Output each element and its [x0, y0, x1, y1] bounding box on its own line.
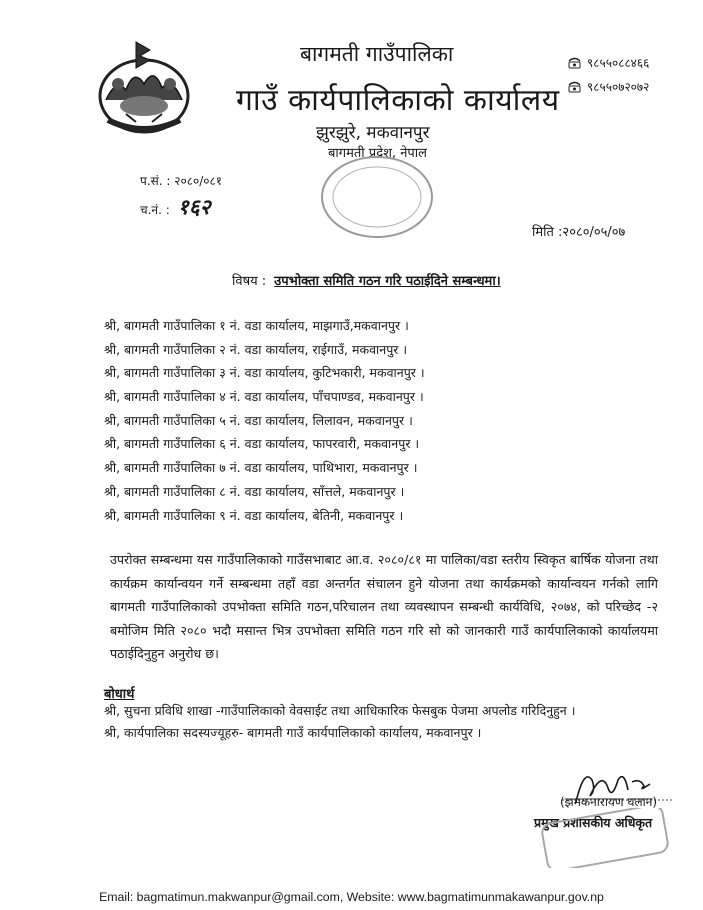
- cc-item: श्री, कार्यपालिका सदस्यज्यूहरु- बागमती गाउँ कार्यपालिकाको कार्यालय, मकवानपुर ।: [104, 725, 482, 740]
- phone-icon: [568, 81, 581, 93]
- office-location: झुरझुरे, मकवानपुर: [316, 123, 430, 143]
- recipient-item: श्री, बागमती गाउँपालिका ९ नं. वडा कार्यालय, बेतिनी, मकवानपुर ।: [104, 507, 404, 523]
- officer-stamp: [540, 808, 670, 868]
- phone-icon: [568, 57, 581, 69]
- chalani-number: १६२: [177, 194, 211, 219]
- recipient-item: श्री, बागमती गाउँपालिका ६ नं. वडा कार्यालय, फापरवारी, मकवानपुर ।: [104, 436, 420, 452]
- municipality-name: बागमती गाउँपालिका: [300, 42, 454, 66]
- phone-number-1: ९८५५०८८४६६: [587, 56, 650, 70]
- patra-sankhya: प.सं. : २०८०/०८१: [140, 174, 222, 188]
- nepal-emblem-logo: [96, 38, 192, 138]
- bodharth-heading: बोधार्थ: [104, 687, 135, 702]
- recipient-list: [104, 314, 425, 527]
- recipient-item: श्री, बागमती गाउँपालिका ७ नं. वडा कार्यालय, पाथिभारा, मकवानपुर ।: [104, 460, 418, 476]
- letter-date: मिति :२०८०/०५/०७: [532, 225, 626, 240]
- chalani-label: च.नं. :: [140, 203, 170, 217]
- cc-item: श्री, सुचना प्रविधि शाखा -गाउँपालिकाको वेवसाईट तथा आधिकारिक फेसबुक पेजमा अपलोड गरिदिनुहुन ।: [104, 703, 576, 718]
- footer-contact: Email: bagmatimun.makwanpur@gmail.com, Website: www.bagmatimunmakawanpur.gov.np: [99, 890, 604, 904]
- body-paragraph: उपरोक्त सम्बन्धमा यस गाउँपालिकाको गाउँसभाबाट आ.व. २०८०/८१ मा पालिका/वडा स्तरीय स्विकृत बार्षिक योजना तथा कार्यक्रम कार्यान्वयन गर्ने सम्बन्धमा तहाँ वडा अन्तर्गत संचालन हुने योजना तथा कार्यक्रमको कार्यान्वयन गर्नको लागि बागमती गाउँपालिकाको उपभोक्ता समिति गठन,परिचालन तथा व्यवस्थापन सम्बन्धी कार्यविधि, २०७४, को परिच्छेद -२ बमोजिम मिति २०८० भदौ मसान्त भित्र उपभोक्ता समिति गठन गरि सो को जानकारी गाउँ कार्यपालिकाको कार्यालयमा पठाईदिनुहुन अनुरोध छ।: [110, 552, 658, 661]
- subject-text: उपभोक्ता समिति गठन गरि पठाईदिने सम्बन्धमा।: [274, 274, 501, 289]
- phone-2: [568, 78, 649, 95]
- phone-1: [568, 54, 649, 71]
- recipient-item: श्री, बागमती गाउँपालिका ३ नं. वडा कार्यालय, कुटिभकारी, मकवानपुर ।: [104, 365, 425, 381]
- phone-number-2: ९८५५०७२०७२: [587, 80, 650, 94]
- subject-label: विषय :: [232, 274, 267, 289]
- office-province: बागमती प्रदेश, नेपाल: [328, 146, 427, 161]
- office-stamp: [318, 152, 436, 242]
- recipient-item: श्री, बागमती गाउँपालिका १ नं. वडा कार्यालय, माझगाउँ,मकवानपुर ।: [104, 318, 409, 333]
- subject-line: [232, 271, 501, 289]
- office-name: गाउँ कार्यपालिकाको कार्यालय: [236, 83, 560, 118]
- chalani-number-row: [140, 193, 211, 221]
- recipient-item: श्री, बागमती गाउँपालिका ५ नं. वडा कार्यालय, लिलावन, मकवानपुर ।: [104, 412, 413, 428]
- recipient-item: श्री, बागमती गाउँपालिका २ नं. वडा कार्यालय, राईगाउँ, मकवानपुर ।: [104, 341, 408, 357]
- recipient-item: श्री, बागमती गाउँपालिका ८ नं. वडा कार्यालय, साँत्तले, मकवानपुर ।: [104, 483, 405, 499]
- signatory-name: (झमकनारायण घलान): [560, 795, 658, 809]
- recipient-item: श्री, बागमती गाउँपालिका ४ नं. वडा कार्यालय, पाँचपाण्डव, मकवानपुर ।: [104, 389, 424, 405]
- signatory-title: प्रमुख प्रशासकीय अधिकृत: [534, 815, 653, 830]
